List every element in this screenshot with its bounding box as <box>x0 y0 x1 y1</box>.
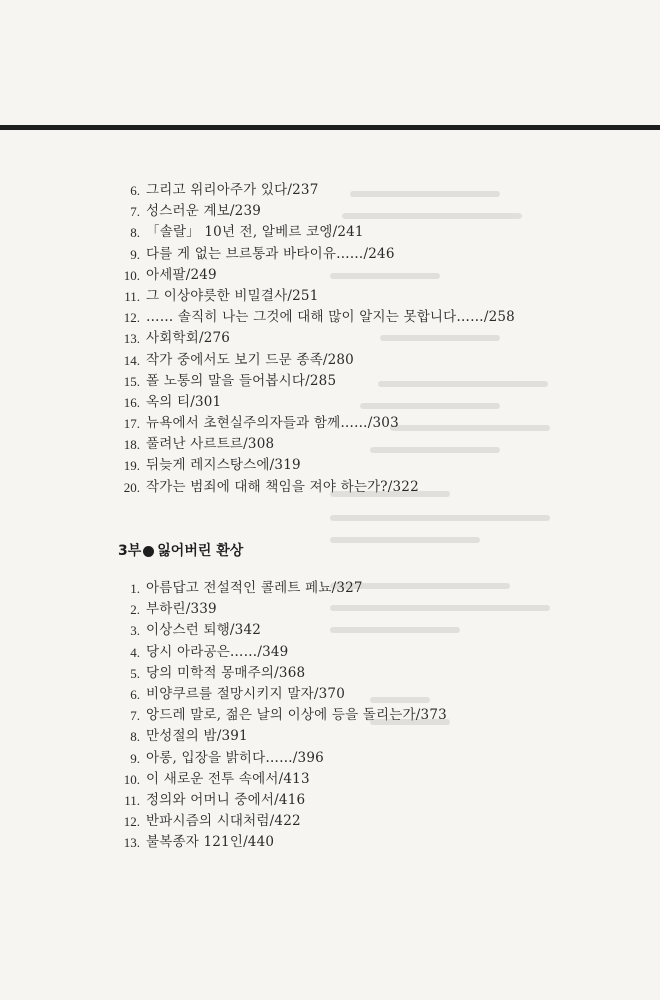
toc-entry-title: 아롱, 입장을 밝히다……/396 <box>146 749 324 766</box>
toc-entry-title: 이상스런 퇴행/342 <box>146 622 262 639</box>
toc-entry-number: 12. <box>123 814 140 830</box>
toc-entry-number: 8. <box>130 729 140 745</box>
toc-entry <box>118 578 638 599</box>
toc-entry-number: 7. <box>130 204 140 220</box>
toc-entry-title: 당의 미학적 몽매주의/368 <box>146 664 306 681</box>
toc-entry-title: 부하린/339 <box>146 601 217 618</box>
toc-entry-title: 작가 중에서도 보기 드문 종족/280 <box>146 351 354 368</box>
toc-entry-number: 6. <box>130 183 140 198</box>
toc-entry-number: 4. <box>130 644 140 660</box>
toc-entry-number: 14. <box>123 352 140 368</box>
toc-entry <box>118 620 638 641</box>
toc-entry-title: 이 새로운 전투 속에서/413 <box>146 770 310 787</box>
toc-entry-title: 비양쿠르를 절망시키지 말자/370 <box>146 685 345 702</box>
toc-entry <box>118 832 638 853</box>
toc-entry-number: 15. <box>123 373 140 389</box>
toc-entry-number: 3. <box>130 623 140 639</box>
toc-entry-number: 19. <box>123 458 140 474</box>
toc-entry <box>118 392 638 413</box>
toc-entry-title: 성스러운 계보/239 <box>146 203 262 220</box>
toc-entry <box>118 811 638 832</box>
toc-entry <box>118 371 638 392</box>
toc-entry-number: 5. <box>130 665 140 681</box>
toc-entry-title: 불복종자 121인/440 <box>146 834 275 851</box>
part-title: 잃어버린 환상 <box>157 543 244 559</box>
toc-entry-title: 아세팔/249 <box>146 266 217 283</box>
toc-entry <box>118 413 638 434</box>
toc-entry <box>118 350 638 371</box>
toc-entry <box>118 705 638 726</box>
toc-entry-title: 뉴욕에서 초현실주의자들과 함께……/303 <box>146 415 399 432</box>
toc-entry <box>118 684 638 705</box>
toc-entry-number: 13. <box>123 835 140 851</box>
toc-entry-title: 다를 게 없는 브르통과 바타이유……/246 <box>146 245 395 262</box>
toc-list-part3 <box>118 578 638 853</box>
toc-entry-number: 1. <box>130 581 140 596</box>
toc-entry <box>118 307 638 328</box>
toc-entry <box>118 201 638 222</box>
toc-entry-number: 9. <box>130 246 140 262</box>
toc-entry-number: 2. <box>130 602 140 618</box>
toc-entry-number: 8. <box>130 225 140 241</box>
toc-entry-title: 당시 아라공은……/349 <box>146 643 289 660</box>
toc-entry-title: 사회학회/276 <box>146 330 231 347</box>
toc-entry-title: 만성절의 밤/391 <box>146 728 248 745</box>
toc-entry-title: 반파시즘의 시대처럼/422 <box>146 813 301 830</box>
toc-entry <box>118 726 638 747</box>
toc-entry <box>118 434 638 455</box>
toc-entry <box>118 748 638 769</box>
part-number: 3부 <box>118 543 142 559</box>
toc-entry-number: 13. <box>123 331 140 347</box>
toc-entry <box>118 455 638 476</box>
toc-entry <box>118 286 638 307</box>
part-heading <box>118 540 243 562</box>
toc-entry <box>118 642 638 663</box>
toc-entry-title: 뒤늦게 레지스탕스에/319 <box>146 457 301 474</box>
toc-entry <box>118 769 638 790</box>
toc-entry-number: 10. <box>123 771 140 787</box>
toc-entry-number: 9. <box>130 750 140 766</box>
toc-entry-number: 11. <box>124 792 140 808</box>
toc-entry <box>118 477 638 498</box>
toc-entry-number: 11. <box>124 288 140 304</box>
toc-entry <box>118 663 638 684</box>
toc-entry-number: 16. <box>123 394 140 410</box>
toc-entry-title: 아름답고 전설적인 콜레트 페뇨/327 <box>146 580 363 596</box>
toc-entry-number: 6. <box>130 686 140 702</box>
toc-entry <box>118 222 638 243</box>
toc-entry-title: 풀려난 사르트르/308 <box>146 436 275 453</box>
header-rule <box>0 125 660 130</box>
toc-entry-number: 10. <box>123 267 140 283</box>
toc-entry-number: 12. <box>123 310 140 326</box>
toc-entry-title: 작가는 범죄에 대해 책임을 져야 하는가?/322 <box>146 478 419 495</box>
toc-entry <box>118 244 638 265</box>
toc-entry-title: 폴 노통의 말을 들어봅시다/285 <box>146 372 337 389</box>
toc-entry-title: 「솔랄」 10년 전, 알베르 코엥/241 <box>146 224 364 241</box>
toc-entry <box>118 265 638 286</box>
toc-list-part2-continued <box>118 180 638 498</box>
toc-entry-number: 20. <box>123 479 140 495</box>
toc-entry-number: 7. <box>130 708 140 724</box>
toc-entry-title: 앙드레 말로, 젊은 날의 이상에 등을 돌리는가/373 <box>146 707 447 724</box>
toc-entry <box>118 328 638 349</box>
toc-entry-number: 17. <box>123 416 140 432</box>
toc-entry-title: 옥의 티/301 <box>146 393 222 410</box>
toc-entry-title: …… 솔직히 나는 그것에 대해 많이 알지는 못합니다……/258 <box>146 309 515 326</box>
toc-entry-number: 18. <box>123 437 140 453</box>
toc-entry <box>118 180 638 201</box>
bullet-icon <box>143 546 154 557</box>
toc-entry-title: 정의와 어머니 중에서/416 <box>146 791 306 808</box>
toc-entry <box>118 599 638 620</box>
toc-entry-title: 그 이상야릇한 비밀결사/251 <box>146 287 319 304</box>
toc-entry <box>118 790 638 811</box>
toc-entry-title: 그리고 위리아주가 있다/237 <box>146 182 319 198</box>
